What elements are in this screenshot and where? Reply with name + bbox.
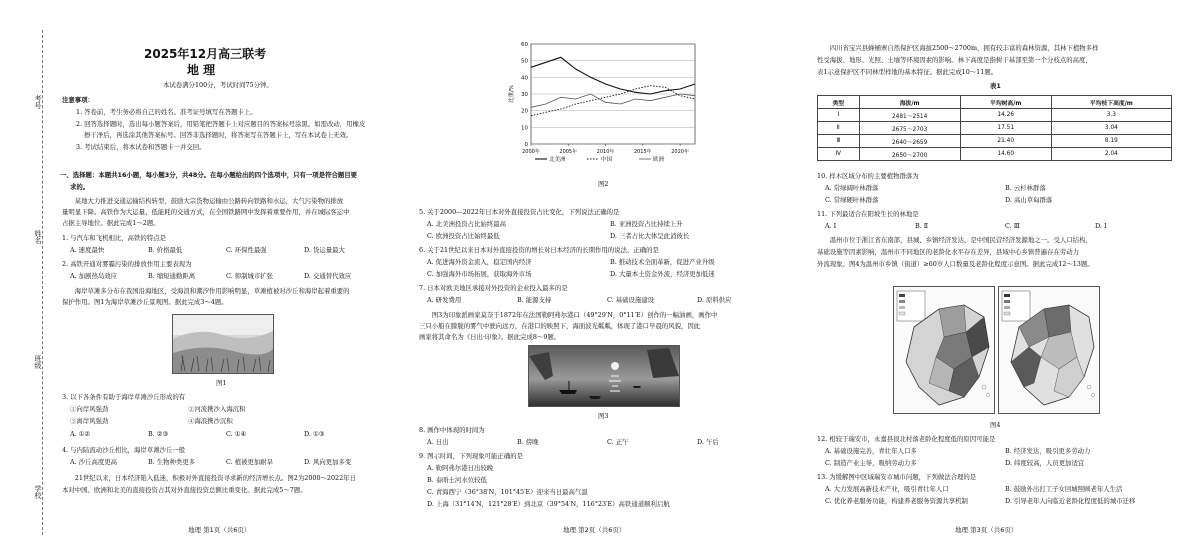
option: A. 沙丘高度更高 [70,458,118,466]
passage-line: 四川省宝兴县蜂桶寨自然保护区海拔2500～2700m，拥有较丰富的森林资源，其林下植物多样 [817,44,1099,52]
passage-line: 图3为印象派画家莫奈于1872年在法国勒阿弗尔港口（49°29′N，0°11′E）创作的一幅油画，画作中 [419,311,718,319]
forest-table [817,95,1172,161]
exam-page-2 [405,0,805,549]
option: D. 上海（31°14′N，121°28′E）到北京（39°54′N，116°23′E）高铁通道顺利启航 [427,500,670,508]
exam-page-1 [0,0,405,549]
notice-line: 3. 考试结束后，将本试卷和答题卡一并交回。 [76,143,206,151]
page-footer: 地理 第1页（共6页） [188,526,251,534]
option: C. Ⅲ [1005,222,1020,230]
passage-line: 量明显下降。高铁作为大运量、低能耗的交通方式，在全国铁路网中发挥着重要作用，并在城际客运中 [62,208,350,216]
option: A. 北美洲投资占比始终最高 [427,220,506,228]
option: D. 引导老年人向临近老龄化程度低的城市迁移 [1005,497,1136,505]
legend-label: 欧洲 [653,157,665,163]
y-tick-label: 40 [521,75,528,82]
table-cell: Ⅲ [818,135,860,148]
passage-line: 温州市位于浙江省东南部，县城、乡镇经济发达，是中国民营经济发源地之一。受人口结构、 [817,236,1092,244]
option: B. 亚洲投资占比持续上升 [610,220,683,228]
option: A. 日出 [427,438,449,446]
option: D. 风向更加多变 [304,458,352,466]
option: D. 午后 [697,438,719,446]
y-tick-label: 20 [521,108,528,115]
x-tick-label: 2010年 [596,149,615,155]
legend-label: 北美洲 [549,157,566,163]
option: C. 抑制城市扩张 [226,272,274,280]
figure-caption: 图3 [598,412,609,420]
option: A. 常绿阔叶林群落 [825,184,879,192]
option: D. 三者占比大体呈此消彼长 [610,232,690,240]
map-panel-population [893,286,995,414]
table-cell: Ⅱ [818,122,860,135]
option: A. 大力发展高新技术产业，吸引青壮年人口 [825,485,949,493]
figure-caption: 图1 [216,379,227,387]
option: C. ①④ [226,430,247,438]
passage-line: 21世纪以来，日本经济陷入低迷，积极对外直接投资寻求新的经济增长点。图2为2000～2022年日 [62,474,356,482]
option: B. 能源支持 [517,296,552,304]
passage-line: 基础设施等因素影响，温州市不同地区的老龄化水平存在差异，县域中心乡镇普遍存在劳动力 [817,248,1080,256]
y-tick-label: 50 [521,58,528,65]
dune-photo [172,314,274,374]
notice-line: 2. 回答选择题时，选出每小题答案后，用铅笔把答题卡上对应题目的答案标号涂黑。如需改动，用橡皮 [76,120,366,128]
option: A. 基础设施完善，青壮年人口多 [825,447,917,455]
passage-line: 表1示意保护区不同林型样地的基本特征。据此完成10～11题。 [817,68,998,76]
figure-caption: 图2 [598,180,609,188]
table-row [818,135,1172,148]
option: C. 欧洲投资占比始终最低 [427,232,500,240]
statement: ④海浪携沙沉积 [188,417,233,425]
x-tick-label: 2000年 [522,149,540,155]
x-tick-label: 2015年 [633,149,652,155]
passage-line: 占据主导地位。据此完成1～2题。 [62,219,160,227]
option: C. 制造产业主导，吸纳劳动力多 [825,459,917,467]
option: C. 环保性最强 [226,246,267,254]
option: A. 速度最快 [70,246,105,254]
table-cell: Ⅰ [818,109,860,122]
y-tick-label: 0 [524,142,528,148]
notice-line: 擦干净后，再选涂其他答案标号。回答非选择题时，将答案写在答题卡上，写在本试卷上无效。 [84,131,353,139]
y-axis-label: 比重/% [509,84,515,104]
option: D. 大量本土资金外流，经济更加低迷 [610,270,715,278]
option: D. 高山草甸群落 [1005,196,1053,204]
exam-info: 本试卷满分100分，考试时间75分钟。 [163,81,273,89]
impression-sunrise-painting [528,345,680,407]
option: C. 正午 [607,438,629,446]
subject-title: 地 理 [187,63,216,77]
section-heading: 一、选择题：本题共16小题，每小题3分，共48分。在每小题给出的四个选项中，只有一项是符合题目要 [60,171,358,179]
question-6: 6. 关于21世纪以来日本对外直接投资的增长对日本经济的长期作用的说法，正确的是 [419,246,659,254]
passage-line: 性受海拔、地形、光照、土壤等环境因素的影响。林下高度是指树干基部至第一个分枝点的高度， [817,56,1092,64]
statement: ②河流携沙入海沉积 [188,405,246,413]
option: C. 青海西宁（36°38′N，101°45′E）迎来当日最高气温 [427,488,588,496]
option: A. 加剧热岛效应 [70,272,118,280]
option: B. 傍晚 [517,438,539,446]
table-cell: 2675～2703 [859,122,960,135]
table-cell: 2650～2700 [859,148,960,161]
option: B. 缩短通勤距离 [148,272,196,280]
exam-page-3 [805,0,1200,549]
series-line-1 [531,57,695,94]
option: A. 勒阿弗尔港日出较晚 [427,464,494,472]
table-cell: 21.40 [960,135,1051,148]
question-7: 7. 日本对欧美地区承接对外投资的企业投入最多的是 [419,284,568,292]
option: A. 促进海外资金流入，稳定国内经济 [427,258,532,266]
question-2: 2. 高铁开通对雾霾污染的排放作用主要表现为 [62,260,192,268]
option: D. 原料供应 [697,296,732,304]
question-11: 11. 下列最适合在阳坡生长的林地是 [817,210,919,218]
statement: ③离岸风强劲 [70,417,109,425]
question-10: 10. 样木区域分布的主要植物群落为 [817,172,919,180]
passage-line: 保护作用。图1为海岸草滩沙丘景观图。据此完成3～4题。 [62,298,228,306]
passage-line: 海岸草滩多分布在我国沿海地区，受海浪和潮汐作用影响明显，草滩植被对沙丘和海岸起着重要的 [62,287,350,295]
legend-label: 中国 [601,157,613,163]
question-4: 4. 与内陆流动沙丘相比，海岸草滩沙丘一般 [62,446,186,454]
y-tick-label: 60 [521,42,528,48]
table-header-row [818,96,1172,109]
notice-title: 注意事项： [62,96,94,104]
exam-title: 2025年12月高三联考 [144,47,267,61]
y-tick-label: 30 [521,92,528,98]
y-tick-label: 10 [521,125,528,132]
page-footer: 地理 第3页（共6页） [955,526,1018,534]
passage-line: 画家将其命名为《日出·印象》。据此完成8～9题。 [419,333,561,341]
option: B. 价格最低 [148,246,183,254]
table-cell: 14.60 [960,148,1051,161]
option: B. 推动技术全面革新，促进产业升级 [610,258,715,266]
option: A. Ⅰ [825,222,837,230]
question-12: 12. 相较于瑞安市，永嘉县很北村落老龄化程度低的原因可能是 [817,435,996,443]
option: B. ②③ [148,430,169,438]
table-cell: 14.26 [960,109,1051,122]
statement: ①向岸风强劲 [70,405,109,413]
option: D. 货运量最大 [304,246,345,254]
option: C. 加强海外市场拓展，获取海外市场 [427,270,532,278]
question-13: 13. 为缓解图中区域瑞安市城市问题，下列做法合理的是 [817,473,977,481]
option: B. 鼓励外出打工子女回城照顾老年人生活 [1005,485,1123,493]
question-5: 5. 关于2000—2022年日本对外直接投资占比变化，下列说法正确的是 [419,208,620,216]
table-row [818,148,1172,161]
question-8: 8. 画作中体现的时间为 [419,426,485,434]
option: A. ①② [70,430,91,438]
notice-line: 1. 答卷前，考生务必将自己的姓名、准考证号填写在答题卡上。 [76,108,257,116]
question-3: 3. 以下各条件有助于海岸草滩沙丘形成的有 [62,393,186,401]
line-chart [505,38,705,173]
option: C. 优化养老服务功能，构建养老服务资源共享机制 [825,497,968,505]
series-line-2 [531,86,695,116]
table-header: 海拔/m [859,96,960,109]
option: D. 交通替代效应 [304,272,352,280]
map-panel-aging [998,286,1100,414]
option: B. 生物种类更多 [148,458,196,466]
table-header: 平均树高/m [960,96,1051,109]
table-row [818,109,1172,122]
figure-caption: 图4 [990,421,1001,429]
table-header: 平均枝下高度/m [1051,96,1171,109]
table-cell: 3.04 [1051,122,1171,135]
table-cell: 2640～2659 [859,135,960,148]
table-cell: Ⅳ [818,148,860,161]
option: C. 基础设施建设 [607,296,655,304]
x-tick-label: 2005年 [559,149,578,155]
option: B. 经济发达，吸引更多劳动力 [1005,447,1091,455]
passage-line: 外流现象。图4为温州市乡镇（街道）≥60岁人口数量及老龄化程度示意图。据此完成12～13题。 [817,260,1094,268]
option: D. ①③ [304,430,325,438]
table-cell: 2481～2514 [859,109,960,122]
option: C. 植被更加耐旱 [226,458,274,466]
table-header: 类型 [818,96,860,109]
binding-label-name: 姓名 [34,230,42,244]
table-cell: 17.51 [960,122,1051,135]
question-9: 9. 图示时间，下列现象可能正确的是 [419,452,523,460]
section-heading-cont: 求的。 [70,183,90,191]
option: B. Ⅱ [915,222,929,230]
binding-label-class: 班级 [34,355,42,369]
option: B. 泰晤士河水位较低 [427,476,487,484]
passage-line: 本对中国、欧洲和北美的直接投资占其对外直接投资总额比重变化。据此完成5～7题。 [62,486,307,494]
option: D. 纬度较高，人员更加适宜 [1005,459,1085,467]
table-cell: 3.3 [1051,109,1171,122]
question-1: 1. 与汽车和飞机相比，高铁的特点是 [62,234,166,242]
option: B. 云杉林群落 [1005,184,1046,192]
table-title: 表1 [990,82,1001,90]
passage-line: 某地大力推进交通运输结构转型，鼓励大宗货物运输由公路转向铁路和水运，大气污染物的排放 [62,197,344,205]
table-row [818,122,1172,135]
page-footer: 地理 第2页（共6页） [563,526,626,534]
passage-line: 三只小船在朦胧的雾气中驶向远方，在港口的映照下，海面波光粼粼，体现了港口早晨的风貌，因此 [419,322,701,330]
option: A. 研发费用 [427,296,462,304]
table-cell: 8.19 [1051,135,1171,148]
option: D. Ⅰ [1095,222,1107,230]
binding-label-school: 学校 [34,485,42,499]
option: C. 常绿硬叶林群落 [825,196,879,204]
table-cell: 2.04 [1051,148,1171,161]
binding-label-exam-no: 考号 [34,95,42,109]
x-tick-label: 2020年 [671,149,689,155]
